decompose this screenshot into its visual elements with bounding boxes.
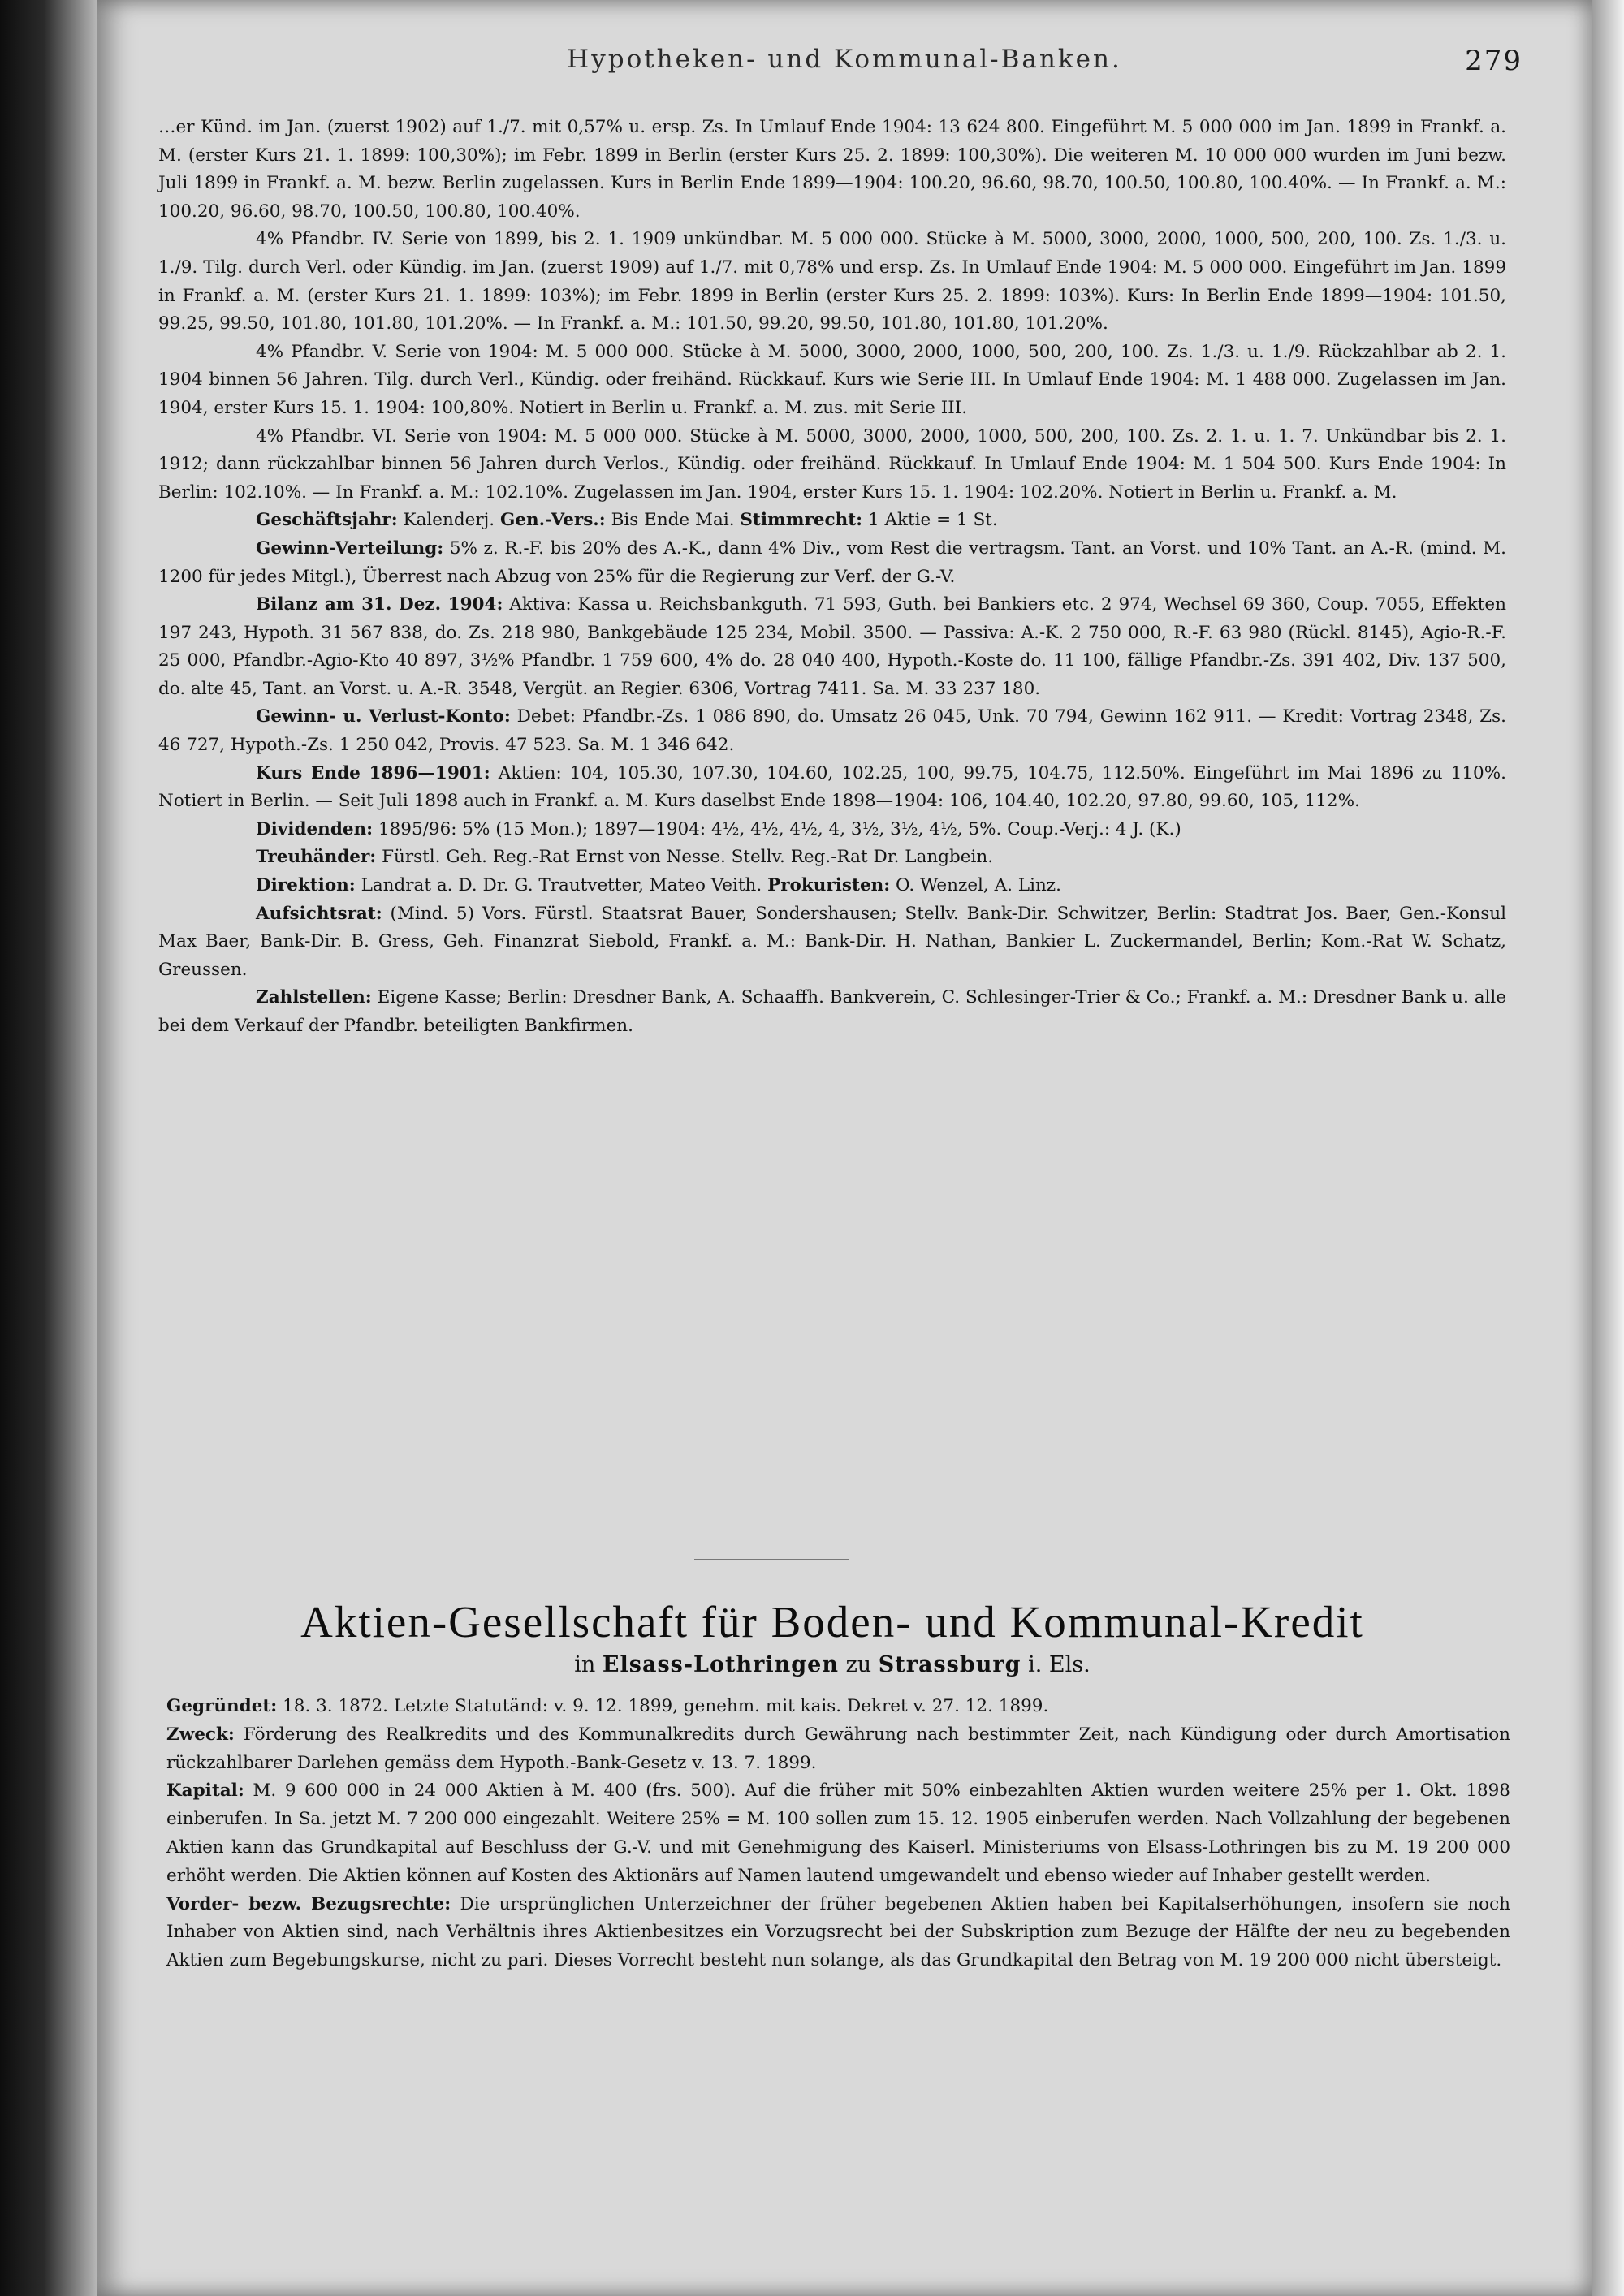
text-stimmrecht: 1 Aktie = 1 St. xyxy=(867,510,998,531)
label-zweck: Zweck: xyxy=(166,1724,235,1745)
text-dividenden: 1895/96: 5% (15 Mon.); 1897—1904: 4½, 4½, 4½, 4, 3½, 3½, 4½, 5%. Coup.-Verj.: 4 J. (K.) xyxy=(378,818,1181,839)
paragraph-aufsichtsrat xyxy=(158,900,1506,985)
paragraph-gegruendet xyxy=(166,1693,1510,1721)
paragraph-pfandbr-iii-continued: …er Künd. im Jan. (zuerst 1902) auf 1./7. mit 0,57% u. ersp. Zs. In Umlauf Ende 1904: 13 624 800. Eingeführt M. 5 000 000 im Jan. 1899 in Frankf. a. M. (erster Kurs 21. 1. 1899: 100,30%); im Febr. 1899 in Berlin (erster Kurs 25. 2. 1899: 100,30%). Die weiteren M. 10 000 000 wurden im Juni bezw. Juli 1899 in Frankf. a. M. bezw. Berlin zugelassen. Kurs in Berlin Ende 1899—1904: 100.20, 96.60, 98.70, 100.50, 100.80, 100.40%. — In Frankf. a. M.: 100.20, 96.60, 98.70, 100.50, 100.80, 100.40%. xyxy=(158,117,1506,222)
text-zahlstellen: Eigene Kasse; Berlin: Dresdner Bank, A. Schaaffh. Bankverein, C. Schlesinger-Trier & Co.; Frankf. a. M.: Dresdner Bank u. alle bei dem Verkauf der Pfandbr. beteiligten Bankfirmen. xyxy=(158,987,1506,1036)
paragraph-kapital xyxy=(166,1777,1510,1890)
page-edge-right xyxy=(1592,0,1624,2296)
text-aufsichtsrat: (Mind. 5) Vors. Fürstl. Staatsrat Bauer, Sondershausen; Stellv. Bank-Dir. Schwitzer, Berlin: Stadtrat Jos. Baer, Gen.-Konsul Max Baer, Bank-Dir. B. Gress, Geh. Finanzrat Siebold, Frankf. a. M.: Bank-Dir. H. Nathan, Bankier L. Zuckermandel, Berlin; Kom.-Rat W. Schatz, Greussen. xyxy=(158,903,1506,980)
subtitle-pre: in xyxy=(574,1652,596,1677)
text-geschaeftsjahr: Kalenderj. xyxy=(403,510,495,531)
label-geschaeftsjahr: Geschäftsjahr: xyxy=(256,510,398,531)
subtitle-city: Strassburg xyxy=(878,1652,1021,1677)
text-treuhaender: Fürstl. Geh. Reg.-Rat Ernst von Nesse. Stellv. Reg.-Rat Dr. Langbein. xyxy=(382,847,994,868)
text-kurs: Aktien: 104, 105.30, 107.30, 104.60, 102.25, 100, 99.75, 104.75, 112.50%. Eingeführt im Mai 1896 zu 110%. Notiert in Berlin. — Seit Juli 1898 auch in Frankf. a. M. Kurs daselbst Ende 1898—1904: 106, 104.40, 102.20, 97.80, 99.60, 105, 112%. xyxy=(158,762,1506,812)
text-gen-vers: Bis Ende Mai. xyxy=(611,510,735,531)
paragraph-gewinn-verteilung xyxy=(158,535,1506,591)
paragraph-zahlstellen xyxy=(158,984,1506,1040)
text-gegruendet: 18. 3. 1872. Letzte Statutänd: v. 9. 12. 1899, genehm. mit kais. Dekret v. 27. 12. 1899. xyxy=(283,1696,1049,1716)
section-hypothekenbank-continued xyxy=(158,114,1506,1041)
label-bilanz: Bilanz am 31. Dez. 1904: xyxy=(256,594,503,615)
label-gegruendet: Gegründet: xyxy=(166,1696,278,1716)
text-direktion: Landrat a. D. Dr. G. Trautvetter, Mateo Veith. xyxy=(361,875,762,896)
subtitle-region: Elsass-Lothringen xyxy=(602,1652,839,1677)
text-kapital: M. 9 600 000 in 24 000 Aktien à M. 400 (frs. 500). Auf die früher mit 50% einbezahlten Aktien wurden weitere 25% per 1. Okt. 1898 einberufen. In Sa. jetzt M. 7 200 000 eingezahlt. Weitere 25% = M. 100 sollen zum 15. 12. 1905 einberufen werden. Nach Vollzahlung der begebenen Aktien kann das Grundkapital auf Beschluss der G.-V. und mit Genehmigung des Kaiserl. Ministeriums von Elsass-Lothringen bis zu M. 19 200 000 erhöht werden. Die Aktien können auf Kosten des Aktionärs auf Namen lautend umgewandelt und ebenso wieder auf Inhaber gestellt werden. xyxy=(166,1780,1510,1886)
label-direktion: Direktion: xyxy=(256,875,356,896)
paragraph-gewinn-verlust xyxy=(158,703,1506,759)
section-boden-kommunal-kredit xyxy=(166,1693,1510,1975)
label-aufsichtsrat: Aufsichtsrat: xyxy=(256,903,382,924)
text-gewinn-verlust: Debet: Pfandbr.-Zs. 1 086 890, do. Umsatz 26 045, Unk. 70 794, Gewinn 162 911. — Kredit: Vortrag 2348, Zs. 46 727, Hypoth.-Zs. 1 250 042, Provis. 47 523. Sa. M. 1 346 642. xyxy=(158,706,1506,756)
subtitle-post: i. Els. xyxy=(1028,1652,1091,1677)
label-zahlstellen: Zahlstellen: xyxy=(256,987,372,1008)
label-gewinn-verteilung: Gewinn-Verteilung: xyxy=(256,537,444,559)
text-prokuristen: O. Wenzel, A. Linz. xyxy=(896,875,1061,896)
text-zweck: Förderung des Realkredits und des Kommunalkredits durch Gewährung nach bestimmter Zeit, nach Kündigung oder durch Amortisation rückzahlbarer Darlehen gemäss dem Hypoth.-Bank-Gesetz v. 13. 7. 1899. xyxy=(166,1724,1510,1773)
text-bilanz: Aktiva: Kassa u. Reichsbankguth. 71 593, Guth. bei Bankiers etc. 2 974, Wechsel 69 360, Coup. 7055, Effekten 197 243, Hypoth. 31 567 838, do. Zs. 218 980, Bankgebäude 125 234, Mobil. 3500. — Passiva: A.-K. 2 750 000, R.-F. 63 980 (Rückl. 8145), Agio-R.-F. 25 000, Pfandbr.-Agio-Kto 40 897, 3½% Pfandbr. 1 759 600, 4% do. 28 040 400, Hypoth.-Koste do. 11 100, fällige Pfandbr.-Zs. 391 402, Div. 137 500, do. alte 45, Tant. an Vorst. u. A.-R. 3548, Vergüt. an Regier. 6306, Vortrag 7411. Sa. M. 33 237 180. xyxy=(158,594,1506,699)
paragraph-pfandbr-v: 4% Pfandbr. V. Serie von 1904: M. 5 000 000. Stücke à M. 5000, 3000, 2000, 1000, 500, 200, 100. Zs. 1./3. u. 1./9. Rückzahlbar ab 2. 1. 1904 binnen 56 Jahren. Tilg. durch Verl., Kündig. oder freihänd. Rückkauf. Kurs wie Serie III. In Umlauf Ende 1904: M. 1 488 000. Zugelassen im Jan. 1904, erster Kurs 15. 1. 1904: 100,80%. Notiert in Berlin u. Frankf. a. M. zus. mit Serie III. xyxy=(158,341,1506,418)
paragraph-bilanz xyxy=(158,591,1506,703)
book-gutter-shadow xyxy=(0,0,97,2296)
text-gewinn-verteilung: 5% z. R.-F. bis 20% des A.-K., dann 4% Div., vom Rest die vertragsm. Tant. an Vorst. und 10% Tant. an A.-R. (mind. M. 1200 für jedes Mitgl.), Überrest nach Abzug von 25% für die Regierung zur Verf. der G.-V. xyxy=(158,537,1507,587)
paragraph-direktion xyxy=(158,872,1506,900)
paragraph-geschaeftsjahr xyxy=(158,507,1506,535)
paragraph-pfandbr-iv: 4% Pfandbr. IV. Serie von 1899, bis 2. 1. 1909 unkündbar. M. 5 000 000. Stücke à M. 5000, 3000, 2000, 1000, 500, 200, 100. Zs. 1./3. u. 1./9. Tilg. durch Verl. oder Kündig. im Jan. (zuerst 1909) auf 1./7. mit 0,78% und ersp. Zs. In Umlauf Ende 1904: M. 5 000 000. Eingeführt im Jan. 1899 in Frankf. a. M. (erster Kurs 21. 1. 1899: 103%); im Febr. 1899 in Berlin (erster Kurs 25. 2. 1899: 103%). Kurs: In Berlin Ende 1899—1904: 101.50, 99.25, 99.50, 101.80, 101.80, 101.20%. — In Frankf. a. M.: 101.50, 99.20, 99.50, 101.80, 101.80, 101.20%. xyxy=(158,229,1506,334)
paragraph-zweck xyxy=(166,1721,1510,1778)
paragraph-treuhaender xyxy=(158,844,1506,872)
label-kapital: Kapital: xyxy=(166,1780,244,1802)
label-prokuristen: Prokuristen: xyxy=(767,875,891,896)
label-bezugsrechte: Vorder- bezw. Bezugsrechte: xyxy=(166,1893,451,1914)
paragraph-pfandbr-vi: 4% Pfandbr. VI. Serie von 1904: M. 5 000 000. Stücke à M. 5000, 3000, 2000, 1000, 500, 200, 100. Zs. 2. 1. u. 1. 7. Unkündbar bis 2. 1. 1912; dann rückzahlbar binnen 56 Jahren durch Verlos., Kündig. oder freihänd. Rückkauf. In Umlauf Ende 1904: M. 1 504 500. Kurs Ende 1904: In Berlin: 102.10%. — In Frankf. a. M.: 102.10%. Zugelassen im Jan. 1904, erster Kurs 15. 1. 1904: 102.20%. Notiert in Berlin u. Frankf. a. M. xyxy=(158,425,1506,503)
paragraph-bezugsrechte xyxy=(166,1891,1510,1975)
company-title: Aktien-Gesellschaft für Boden- und Kommunal-Kredit xyxy=(300,1597,1364,1646)
label-stimmrecht: Stimmrecht: xyxy=(740,510,863,531)
label-treuhaender: Treuhänder: xyxy=(256,847,377,868)
label-kurs: Kurs Ende 1896—1901: xyxy=(256,762,490,783)
paragraph-kurs xyxy=(158,760,1506,816)
running-head: Hypotheken- und Kommunal-Banken. xyxy=(567,45,1122,74)
label-gewinn-verlust: Gewinn- u. Verlust-Konto: xyxy=(256,706,511,727)
label-gen-vers: Gen.-Vers.: xyxy=(499,510,606,531)
book-page xyxy=(97,0,1592,2296)
text-bezugsrechte: Die ursprünglichen Unterzeichner der früher begebenen Aktien haben bei Kapitalserhöhungen, insofern sie noch Inhaber von Aktien sind, nach Verhältnis ihres Aktienbesitzes ein Vorzugsrecht bei der Subskription zum Bezuge der Hälfte der neu zu begebenden Aktien zum Begebungskurse, nicht zu pari. Dieses Vorrecht besteht nun solange, als das Grundkapital den Betrag von M. 19 200 000 nicht übersteigt. xyxy=(166,1893,1510,1971)
paragraph-dividenden xyxy=(158,816,1506,844)
page-number: 279 xyxy=(1465,45,1522,77)
company-subtitle xyxy=(166,1651,1498,1680)
section-divider xyxy=(694,1559,849,1560)
subtitle-mid: zu xyxy=(845,1652,872,1677)
label-dividenden: Dividenden: xyxy=(256,818,374,839)
